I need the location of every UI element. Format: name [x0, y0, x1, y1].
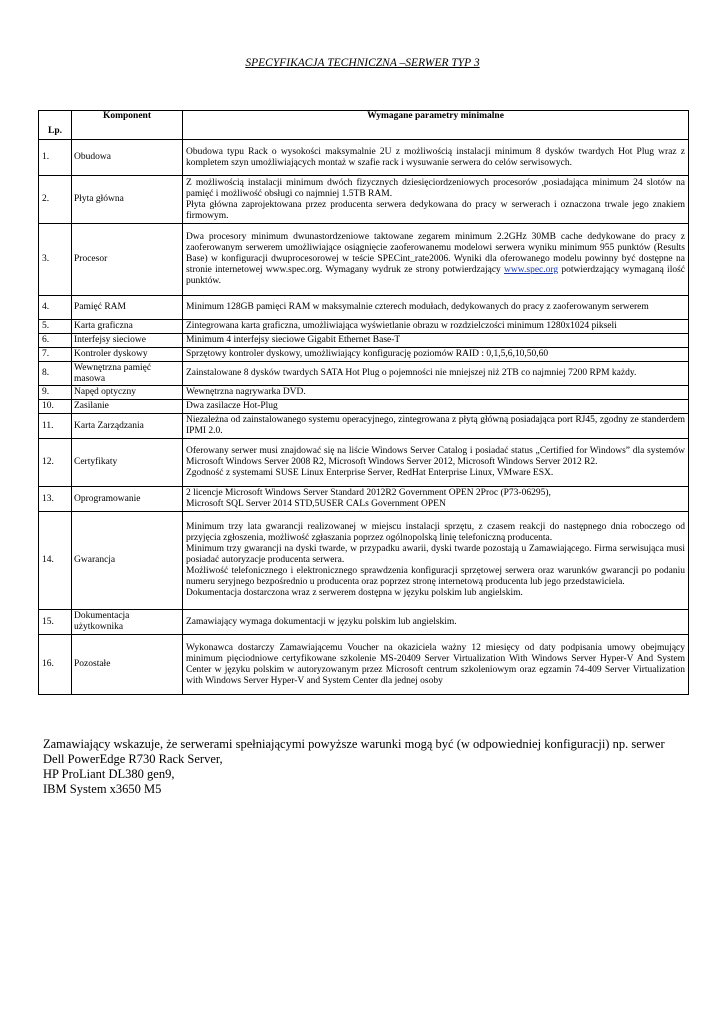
row-requirements [183, 439, 689, 487]
row-number: 8. [39, 362, 72, 386]
row-component: Wewnętrzna pamięć masowa [72, 362, 183, 386]
requirement-line: Minimum 128GB pamięci RAM w maksymalnie czterech modułach, dedykowanych do pracy z zaoferowanym serwerem [186, 302, 649, 312]
requirement-line: Wykonawca dostarczy Zamawiającemu Voucher na okaziciela ważny 12 miesięcy od daty podpisania umowy obejmujący minimum pięciodniowe certyfikowane szkolenie MS-20409 Server Virtualization With Windows Server Hyper-V And System Center w języku polskim w autoryzowanym przez Microsoft centrum szkoleniowym oraz egzamin 74-409 Server Virtualization with Windows Server Hyper-V and System Center dla jednej osoby [186, 642, 685, 686]
requirement-line: Zainstalowane 8 dysków twardych SATA Hot Plug o pojemności nie mniejszej niż 2TB co najmniej 7200 RPM każdy. [186, 368, 637, 378]
row-component: Gwarancja [72, 512, 183, 610]
requirement-line: Z możliwością instalacji minimum dwóch fizycznych dziesięciordzeniowych procesorów ,posiadająca minimum 24 slotów na pamięć i możliwość obsługi co najmniej 1.5TB RAM. [186, 177, 685, 199]
requirement-line: Niezależna od zainstalowanego systemu operacyjnego, zintegrowana z płytą główną posiadająca port RJ45, zgodny ze standerdem IPMI 2.0. [186, 415, 685, 436]
footer-line: Zamawiający wskazuje, że serwerami spełniającymi powyższe warunki mogą być (w odpowiedniej konfiguracji) np. serwer [43, 737, 665, 751]
requirement-line: Możliwość telefonicznego i elektronicznego sprawdzenia konfiguracji sprzętowej serwera oraz warunków gwarancji po podaniu numeru seryjnego bezpośrednio u producenta oraz poprzez stronę internetową producenta lub jego przedstawiciela. [186, 566, 685, 587]
header-requirements: Wymagane parametry minimalne [183, 111, 689, 140]
table-row [39, 400, 689, 414]
row-number: 12. [39, 439, 72, 487]
requirement-line: Oferowany serwer musi znajdować się na liście Windows Server Catalog i posiadać status „Certified for Windows” dla systemów Microsoft Windows Server 2008 R2, Microsoft Windows Server 2012, Microsoft Windows Server 2012 R2. [186, 446, 685, 467]
table-row [39, 296, 689, 320]
row-number: 3. [39, 224, 72, 296]
row-component: Interfejsy sieciowe [72, 334, 183, 348]
row-requirements [183, 512, 689, 610]
row-number: 16. [39, 635, 72, 695]
table-row [39, 320, 689, 334]
row-component: Kontroler dyskowy [72, 348, 183, 362]
table-row [39, 512, 689, 610]
table-row [39, 487, 689, 512]
footer-line: HP ProLiant DL380 gen9, [43, 767, 175, 781]
document-title: SPECYFIKACJA TECHNICZNA –SERWER TYP 3 [245, 57, 480, 69]
row-number: 10. [39, 400, 72, 414]
row-number: 6. [39, 334, 72, 348]
requirement-line: Dwa zasilacze Hot-Plug [186, 401, 278, 411]
requirement-line: Zamawiający wymaga dokumentacji w języku polskim lub angielskim. [186, 616, 457, 627]
requirement-text: Dwa procesory minimum dwunastordzeniowe taktowane zegarem minimum 2.2GHz 30MB cache dedykowane do pracy z zaoferowanym serwerem umożliwiające osiągnięcie zaoferowanemu modelowi serwera wyniku minimum 955 punktów (Results Base) w konfiguracji dwuprocesorowej w teście SPECint_rate2006. Wyniki dla oferowanego modelu powinny być dostępne na stronie internetowej www.spec.org. Wymagany wydruk ze strony potwierdzający [186, 232, 685, 275]
requirement-line: Microsoft SQL Server 2014 STD,5USER CALs Government OPEN [186, 499, 446, 509]
requirement-text: potwierdzający wymaganą ilość punktów. [186, 265, 685, 286]
row-number: 2. [39, 176, 72, 224]
row-requirements [183, 400, 689, 414]
row-requirements [183, 487, 689, 512]
row-number: 9. [39, 386, 72, 400]
table-row [39, 414, 689, 439]
table-row [39, 610, 689, 635]
spec-org-link[interactable]: www.spec.org [504, 265, 559, 275]
specification-table [38, 110, 689, 695]
requirement-line: Zgodność z systemami SUSE Linux Enterprise Server, RedHat Enterprise Linux, VMware ESX. [186, 468, 554, 478]
footer-line: Dell PowerEdge R730 Rack Server, [43, 752, 223, 766]
requirement-line: 2 licencje Microsoft Windows Server Standard 2012R2 Government OPEN 2Proc (P73-06295), [186, 488, 551, 498]
row-requirements [183, 414, 689, 439]
requirement-line: Zintegrowana karta graficzna, umożliwiająca wyświetlanie obrazu w rozdzielczości minimum 1280x1024 pikseli [186, 321, 617, 331]
row-number: 4. [39, 296, 72, 320]
header-lp: Lp. [39, 111, 72, 140]
table-row [39, 224, 689, 296]
row-requirements [183, 176, 689, 224]
table-row [39, 635, 689, 695]
header-component: Komponent [72, 111, 183, 140]
row-component: Obudowa [72, 140, 183, 176]
row-number: 14. [39, 512, 72, 610]
requirement-line: Wewnętrzna nagrywarka DVD. [186, 387, 306, 397]
table-row [39, 386, 689, 400]
row-requirements [183, 386, 689, 400]
row-number: 1. [39, 140, 72, 176]
requirement-line: Minimum trzy lata gwarancji realizowanej w miejscu instalacji sprzętu, z czasem reakcji do następnego dnia roboczego od przyjęcia zgłoszenia, możliwość zgłaszania poprzez ogólnopolską linię telefoniczną producenta. [186, 522, 685, 543]
footer-note [43, 737, 693, 797]
requirement-line: Sprzętowy kontroler dyskowy, umożliwiający konfigurację poziomów RAID : 0,1,5,6,10,50,60 [186, 349, 549, 359]
row-component: Certyfikaty [72, 439, 183, 487]
row-requirements [183, 334, 689, 348]
row-requirements [183, 320, 689, 334]
row-component: Napęd optyczny [72, 386, 183, 400]
requirement-line: Obudowa typu Rack o wysokości maksymalnie 2U z możliwością instalacji minimum 8 dysków twardych Hot Plug wraz z kompletem szyn umożliwiających montaż w szafie rack i wysuwanie serwera do celów serwisowych. [186, 146, 685, 168]
row-requirements [183, 348, 689, 362]
row-component: Zasilanie [72, 400, 183, 414]
row-requirements [183, 140, 689, 176]
table-row [39, 334, 689, 348]
row-number: 7. [39, 348, 72, 362]
row-component: Płyta główna [72, 176, 183, 224]
row-number: 11. [39, 414, 72, 439]
row-number: 5. [39, 320, 72, 334]
row-component: Karta graficzna [72, 320, 183, 334]
row-requirements [183, 635, 689, 695]
row-number: 13. [39, 487, 72, 512]
requirement-line: Dokumentacja dostarczona wraz z serwerem dostępna w języku polskim lub angielskim. [186, 588, 523, 598]
table-row [39, 140, 689, 176]
row-requirements [183, 362, 689, 386]
table-header-row [39, 111, 689, 140]
row-component: Karta Zarządzania [72, 414, 183, 439]
row-component: Dokumentacja użytkownika [72, 610, 183, 635]
row-requirements [183, 610, 689, 635]
requirement-line: Minimum 4 interfejsy sieciowe Gigabit Ethernet Base-T [186, 335, 401, 345]
row-requirements [183, 224, 689, 296]
table-row [39, 348, 689, 362]
table-row [39, 176, 689, 224]
row-component: Procesor [72, 224, 183, 296]
footer-line: IBM System x3650 M5 [43, 782, 162, 796]
row-requirements [183, 296, 689, 320]
row-component: Pamięć RAM [72, 296, 183, 320]
row-number: 15. [39, 610, 72, 635]
row-component: Pozostałe [72, 635, 183, 695]
table-row [39, 362, 689, 386]
requirement-line: Płyta główna zaprojektowana przez producenta serwera dedykowana do pracy w serwerach i oznaczona trwale jego znakiem firmowym. [186, 199, 685, 221]
table-row [39, 439, 689, 487]
row-component: Oprogramowanie [72, 487, 183, 512]
requirement-line: Minimum trzy gwarancji na dyski twarde, w przypadku awarii, dyski twarde pozostają u Zamawiającego. Firma serwisująca musi posiadać autoryzacje producenta serwera. [186, 544, 685, 565]
table-body [39, 140, 689, 695]
